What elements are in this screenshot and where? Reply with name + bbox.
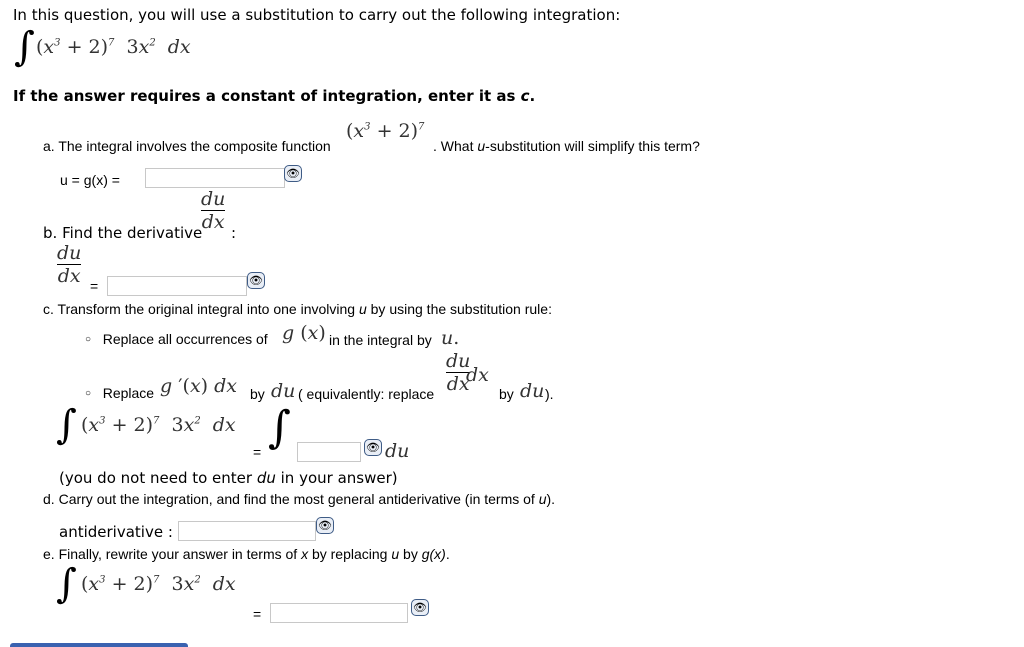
transform-equals: = [253, 444, 262, 460]
part-a-text: a. The integral involves the composite function [43, 138, 331, 154]
eye-preview-icon[interactable]: 👁 [316, 517, 334, 534]
constant-note: If the answer requires a constant of integration, enter it as c. [13, 87, 536, 105]
du-dx-fraction: du dx [446, 350, 471, 395]
hint-text: (you do not need to enter du in your answer) [59, 469, 398, 487]
transformed-integrand-input[interactable] [297, 442, 361, 462]
dx-symbol: dx [466, 364, 489, 386]
part-e-text: e. Finally, rewrite your answer in terms of x by replacing u by g(x). [43, 546, 450, 562]
derivative-fraction-inline: du dx [201, 188, 226, 233]
bullet-1-mid: in the integral by [329, 332, 432, 348]
intro-text: In this question, you will use a substitution to carry out the following integration: [13, 6, 621, 24]
integral-sign: ∫ [14, 24, 35, 70]
final-equals: = [253, 606, 262, 622]
part-a-question: . What u-substitution will simplify this term? [433, 138, 700, 154]
eye-preview-icon[interactable]: 👁 [284, 165, 302, 182]
part-c-text: c. Transform the original integral into one involving u by using the substitution rule: [43, 301, 552, 317]
bullet-2-by: by [250, 386, 265, 402]
antiderivative-label: antiderivative : [59, 523, 173, 541]
du-symbol-2: du [520, 380, 545, 402]
final-answer-input[interactable] [270, 603, 408, 623]
integral-sign: ∫ [56, 402, 77, 448]
du-suffix: du [385, 440, 410, 462]
bullet-2: ○ Replace [85, 385, 155, 401]
derivative-input[interactable] [107, 276, 247, 296]
bullet-1: ○ Replace all occurrences of [85, 331, 268, 347]
du-symbol: du [271, 380, 296, 402]
derivative-fraction-label: du dx [57, 242, 82, 287]
g-of-x-expr: g (x) [282, 322, 326, 344]
derivative-equals: = [90, 278, 99, 294]
u-symbol: u. [441, 327, 460, 349]
u-substitution-input[interactable] [145, 168, 285, 188]
u-field-label: u = g(x) = [60, 172, 120, 188]
part-d-text: d. Carry out the integration, and find the most general antiderivative (in terms of u). [43, 491, 556, 507]
bullet-2-end: ). [545, 386, 554, 402]
composite-function-expr: $(x^3 + 2)^7$ [346, 120, 425, 142]
eye-preview-icon[interactable]: 👁 [247, 272, 265, 289]
bullet-2-by-2: by [499, 386, 514, 402]
eye-preview-icon[interactable]: 👁 [411, 599, 429, 616]
integral-sign-2: ∫ [268, 402, 291, 453]
antiderivative-input[interactable] [178, 521, 316, 541]
part-b-colon: : [231, 224, 237, 242]
bullet-2-paren: ( equivalently: replace [298, 386, 435, 402]
g-prime-dx-expr: g ′(x) dx [160, 375, 237, 397]
integral-sign: ∫ [56, 561, 77, 607]
part-b-text: b. Find the derivative [43, 224, 203, 242]
submit-button-partial[interactable] [10, 643, 188, 647]
eye-preview-icon[interactable]: 👁 [364, 439, 382, 456]
